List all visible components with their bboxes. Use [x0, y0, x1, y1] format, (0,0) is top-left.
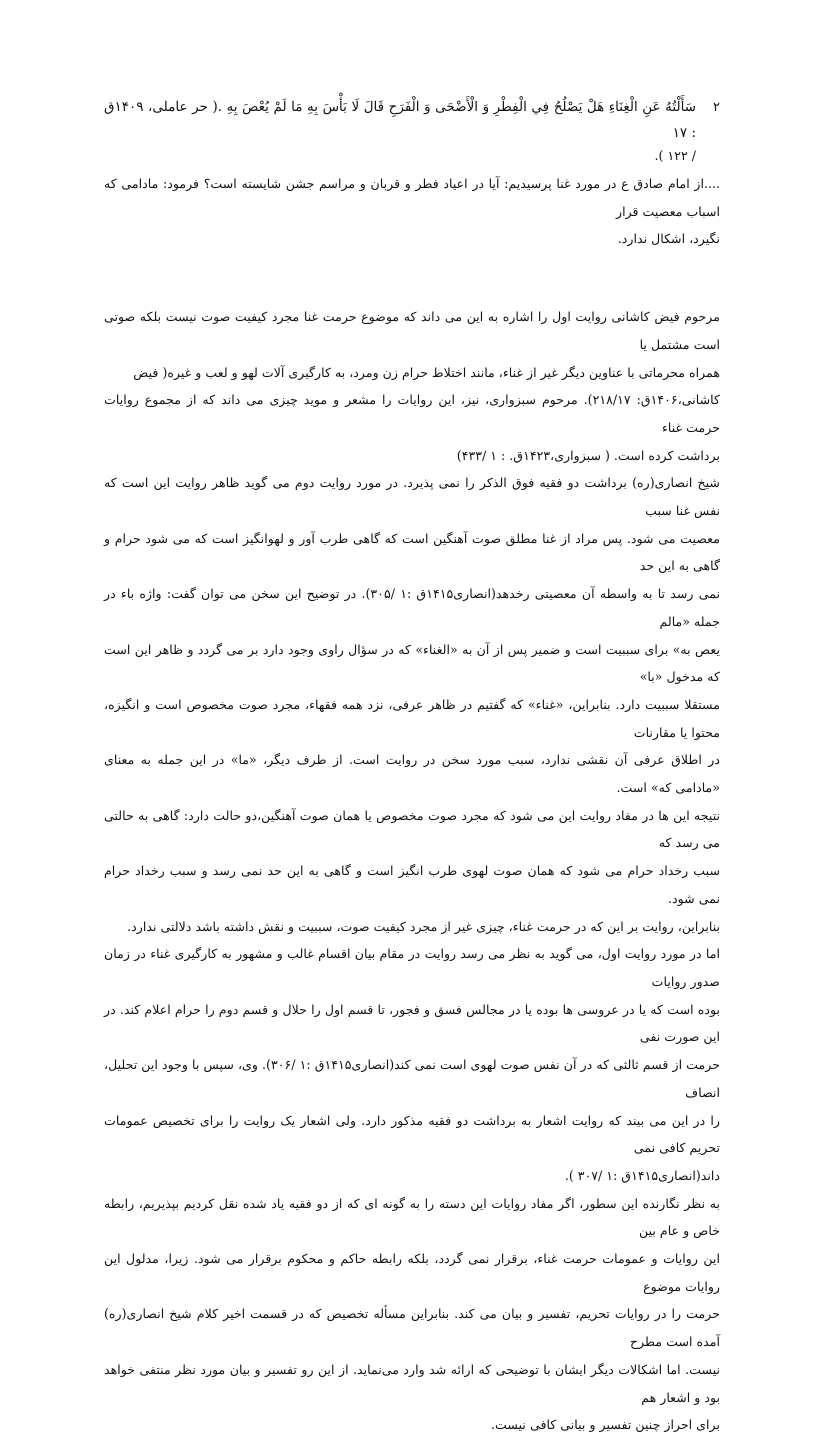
body-paragraphs — [104, 303, 720, 1439]
text-line: به نظر نگارنده این سطور، اگر مفاد روایات این دسته را به گونه ای که از دو فقیه یاد شده نقل کردیم بپذیریم، رابطه خاص و عام بین — [104, 1195, 720, 1239]
text-line: حرمت را در روایات تحریم، تفسیر و بیان می کند. بنابراین مسأله تخصیص که در قسمت اخیر کلام شیخ انصاری(ره) آمده است مطرح — [104, 1306, 720, 1350]
text-line: شیخ انصاری(ره) برداشت دو فقیه فوق الذکر را نمی پذیرد. در مورد روایت دوم می گوید ظاهر روایت این است که نفس غنا سبب — [104, 475, 720, 519]
text-line: حرمت از قسم ثالثی که در آن نفس صوت لهوی است نمی کند(انصاری۱۴۱۵ق :۱ /۳۰۶). وی، سپس با وجود این تحلیل، انصاف — [104, 1057, 721, 1100]
footnote-quote-line — [104, 94, 720, 146]
text-line: همراه محرماتی با عناوین دیگر غیر از غناء، مانند اختلاط حرام زن ومرد، به کارگیری آلات لهو و لعب و غیره( فیض — [133, 364, 720, 380]
text-line: ....از امام صادق ع در مورد غنا پرسیدیم: آیا در اعیاد فطر و قربان و مراسم جشن شایسته است؟ فرمود: مادامی که اسباب معصیت قرار — [104, 176, 720, 219]
text-line: نگیرد، اشکال ندارد. — [617, 231, 720, 247]
body-paragraph — [104, 802, 720, 913]
text-line: سبب رخداد حرام می شود که همان صوت لهوی طرب انگیز است و گاهی به این حد نمی رسد و سبب رخداد حرام نمی شود. — [104, 863, 720, 906]
text-line: مستقلا سببیت دارد. بنابراین، «غناء» که گفتیم در ظاهر عرفی، نزد همه فقهاء، مجرد صوت مخصوص است و انگیزه، محتوا یا مقارنات — [104, 696, 720, 740]
arabic-quote: سَأَلْتُهُ عَنِ الْغِنَاءِ هَلْ يَصْلُحُ فِي الْفِطْرِ وَ الْأَضْحَى وَ الْفَرَحِ قَالَ لَا بَأْسَ بِهِ مَا لَمْ يُعْصَ بِهِ .( حر عاملی، ۱۴۰۹ق : ۱۷ — [104, 99, 696, 141]
body-paragraph — [104, 303, 720, 469]
body-paragraph — [104, 469, 720, 801]
text-line: این روایات و عمومات حرمت غناء، برقرار نمی گردد، بلکه رابطه حاکم و محکوم برقرار می شود. زیرا، مدلول این روایات موضوع — [104, 1251, 720, 1294]
text-line: داند(انصاری۱۴۱۵ق :۱ /۳۰۷ ). — [564, 1167, 720, 1183]
text-line: را در این می بیند که روایت اشعار به برداشت دو فقیه مذکور دارد. ولی اشعار یک روایت را برای تخصیص عمومات تحریم کافی نمی — [104, 1112, 720, 1156]
body-paragraph — [104, 1190, 720, 1439]
text-line: نمی رسد تا به واسطه آن معصیتی رخدهد(انصاری۱۴۱۵ق :۱ /۳۰۵). در توضیح این سخن می توان گفت: واژه باء در جمله «مالم — [104, 586, 721, 629]
text-line: کاشانی،۱۴۰۶ق: ۲۱۸/۱۷). مرحوم سبزواری، نیز، این روایات را مشعر و موید چیزی می داند که از مجموع روایات حرمت غناء — [104, 392, 720, 435]
text-line: معصیت می شود. پس مراد از غنا مطلق صوت آهنگین است که گاهی طرب آور و لهوانگیز است که می شود حرام و گاهی به این حد — [104, 530, 720, 574]
section-gap — [104, 253, 720, 303]
text-line: برای احراز چنین تفسیر و بیانی کافی نیست. — [491, 1417, 720, 1433]
text-line: بوده است که یا در عروسی ها بوده یا در مجالس فسق و فجور، تا قسم اول را حلال و قسم دوم را حرام اعلام کند. در این صورت نفی — [104, 1001, 720, 1045]
arabic-quote-continuation: / ۱۲۲ ). — [654, 148, 696, 163]
text-line: اما در مورد روایت اول، می گوید به نظر می رسد روایت در مقام بیان اقسام غالب و مشهور به کارگیری غناء در زمان صدور روایات — [104, 946, 720, 989]
text-line: بنابراین، روایت بر این که در حرمت غناء، چیزی غیر از مجرد کیفیت صوت، سببیت و نقش داشته باشد دلالتی ندارد. — [127, 918, 720, 934]
body-paragraph — [104, 913, 720, 941]
footnote-number: ۲ — [713, 100, 720, 115]
translation-paragraph — [104, 170, 720, 253]
text-line: در اطلاق عرفی آن نقشی ندارد، سبب مورد سخن در روایت است. از طرف دیگر، «ما» در این جمله به معنای «مادامی که» است. — [104, 752, 720, 796]
text-line: مرحوم فیض کاشانی روایت اول را اشاره به این می داند که موضوع حرمت غنا مجرد کیفیت صوت نیست بلکه صوتی است مشتمل یا — [104, 309, 720, 352]
body-paragraph — [104, 940, 720, 1189]
document-page — [104, 88, 720, 1439]
text-line: یعص به» برای سببیت است و ضمیر پس از آن به «الغناء» که در سؤال راوی وجود دارد بر می گردد و ظاهر این است که مدخول «با» — [104, 641, 720, 685]
text-line: نتیجه این ها در مفاد روایت این می شود که مجرد صوت مخصوص یا همان صوت آهنگین،دو حالت دارد: گاهی به حالتی می رسد که — [104, 807, 720, 851]
text-line: برداشت کرده است. ( سبزواری،۱۴۲۳ق. : ۱ /۴۳۳) — [456, 447, 720, 463]
text-line: نیست. اما اشکالات دیگر ایشان با توضیحی که ارائه شد وارد می‌نماید. از این رو تفسیر و بیان مورد نظر منتفی خواهد بود و اشعار هم — [104, 1361, 720, 1405]
